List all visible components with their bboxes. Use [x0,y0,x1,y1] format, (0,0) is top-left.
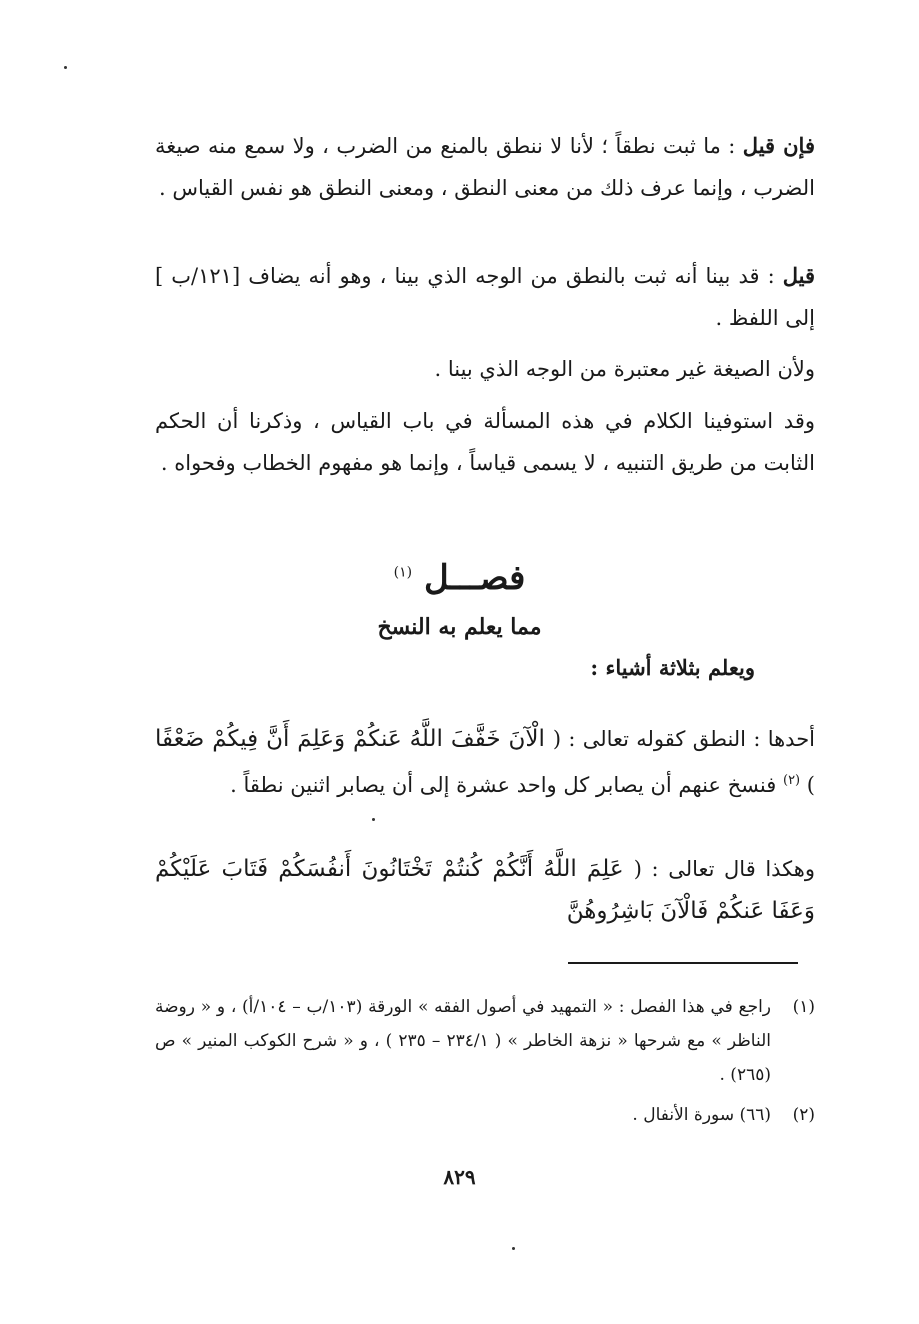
paragraph-text: ) [800,773,815,797]
paragraph-text: وهكذا قال تعالى : ( [633,857,815,881]
paragraph-lead: فإن قيل [742,133,815,158]
footnote-ref: (١) [393,564,413,581]
section-intro: ويعلم بثلاثة أشياء : [590,655,755,680]
footnotes [155,990,815,1138]
footnote-text: (٦٦) سورة الأنفال . [632,1105,771,1125]
paragraph-objection [155,125,815,209]
section-title-text: فصـــل [423,558,526,598]
paragraph-second-verse [155,848,815,932]
paragraph-text: : قد بينا أنه ثبت بالنطق من الوجه الذي بينا ، وهو أنه يضاف [١٢١/ب ] إلى اللفظ . [155,264,815,330]
footnote-ref: (٢) [782,773,801,788]
paragraph-text: ولأن الصيغة غير معتبرة من الوجه الذي بينا . [434,357,815,381]
scan-speck [512,1247,515,1250]
paragraph-text: وقد استوفينا الكلام في هذه المسألة في باب القياس ، وذكرنا أن الحكم الثابت من طريق التنبيه ، لا يسمى قياساً ، وإنما هو مفهوم الخطاب وفحواه . [155,409,815,475]
footnote-number: (١) [792,997,815,1017]
paragraph-analogy [155,400,815,484]
paragraph-first-method [155,718,815,806]
quran-verse: عَلِمَ اللَّهُ أَنَّكُمْ كُنتُمْ تَخْتَانُونَ أَنفُسَكُمْ فَتَابَ عَلَيْكُمْ وَعَفَا عَنكُمْ فَالْآنَ بَاشِرُوهُنَّ [155,856,815,924]
footnote-divider [568,962,798,964]
footnote [155,990,815,1092]
quran-verse: الْآنَ خَفَّفَ اللَّهُ عَنكُمْ وَعَلِمَ أَنَّ فِيكُمْ ضَعْفًا [155,726,553,752]
paragraph-form [155,348,815,390]
paragraph-text: أحدها : النطق كقوله تعالى : ( [552,727,816,751]
paragraph-text: فنسخ عنهم أن يصابر كل واحد عشرة إلى أن يصابر اثنين نطقاً . [230,773,783,797]
page-number: ٨٢٩ [443,1165,476,1189]
scan-speck [64,66,67,69]
footnote [155,1098,815,1132]
footnote-number: (٢) [792,1105,815,1125]
section-title [0,558,919,598]
section-subtitle: مما يعلم به النسخ [377,614,542,640]
paragraph-text: : ما ثبت نطقاً ؛ لأنا لا ننطق بالمنع من الضرب ، ولا سمع منه صيغة الضرب ، وإنما عرف ذلك من معنى النطق ، ومعنى النطق هو نفس القياس . [155,134,815,200]
paragraph-lead: قيل [782,263,815,288]
paragraph-reply [155,255,815,339]
footnote-text: راجع في هذا الفصل : « التمهيد في أصول الفقه » الورقة (١٠٣/ب – ١٠٤/أ) ، و « روضة الناظر » مع شرحها « نزهة الخاطر » ( ٢٣٤/١ – ٢٣٥ ) ، و « شرح الكوكب المنير » ص (٢٦٥) . [155,997,772,1085]
scan-speck [372,818,375,821]
